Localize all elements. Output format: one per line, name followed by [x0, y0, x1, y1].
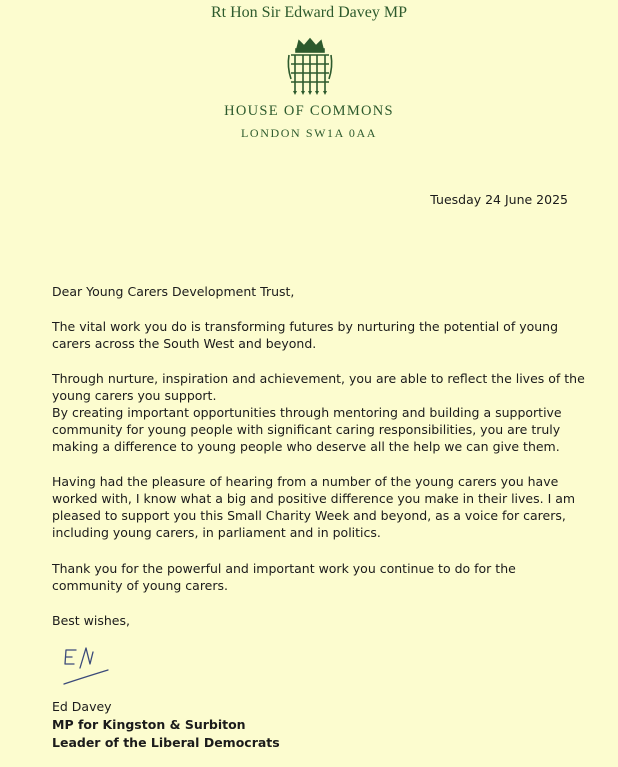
paragraph-1: The vital work you do is transforming futures by nurturing the potential of young carers across the South West and beyond.: [52, 319, 559, 351]
salutation: Dear Young Carers Development Trust,: [52, 284, 295, 299]
signature-icon: [62, 640, 114, 688]
signatory-role-leader: Leader of the Liberal Democrats: [52, 735, 280, 750]
signature-block: [52, 698, 280, 752]
paragraph-2-line-a: Through nurture, inspiration and achievement, you are able to reflect the lives of the young carers you support.: [52, 371, 585, 403]
house-address: LONDON SW1A 0AA: [241, 126, 377, 140]
paragraph-4: Thank you for the powerful and important work you continue to do for the community of young carers.: [52, 561, 516, 593]
portcullis-icon: [285, 37, 335, 95]
house-title: HOUSE OF COMMONS: [224, 103, 394, 119]
paragraph-3: Having had the pleasure of hearing from a number of the young carers you have worked with, I know what a big and positive difference you make in their lives. I am pleased to support you this Small Charity Week and beyond, as a voice for carers, including young carers, in parliament and in politics.: [52, 474, 576, 540]
signatory-name: Ed Davey: [52, 699, 112, 714]
signatory-role-mp: MP for Kingston & Surbiton: [52, 717, 246, 732]
paragraph-2: [52, 370, 588, 455]
closing: Best wishes,: [52, 613, 130, 628]
paragraph-2-line-b: By creating important opportunities through mentoring and building a supportive community for young people with significant caring responsibilities, you are truly making a difference to young people who deserve all the help we can give them.: [52, 405, 562, 454]
letterhead-name: Rt Hon Sir Edward Davey MP: [211, 4, 407, 21]
letter-date: Tuesday 24 June 2025: [430, 192, 568, 207]
